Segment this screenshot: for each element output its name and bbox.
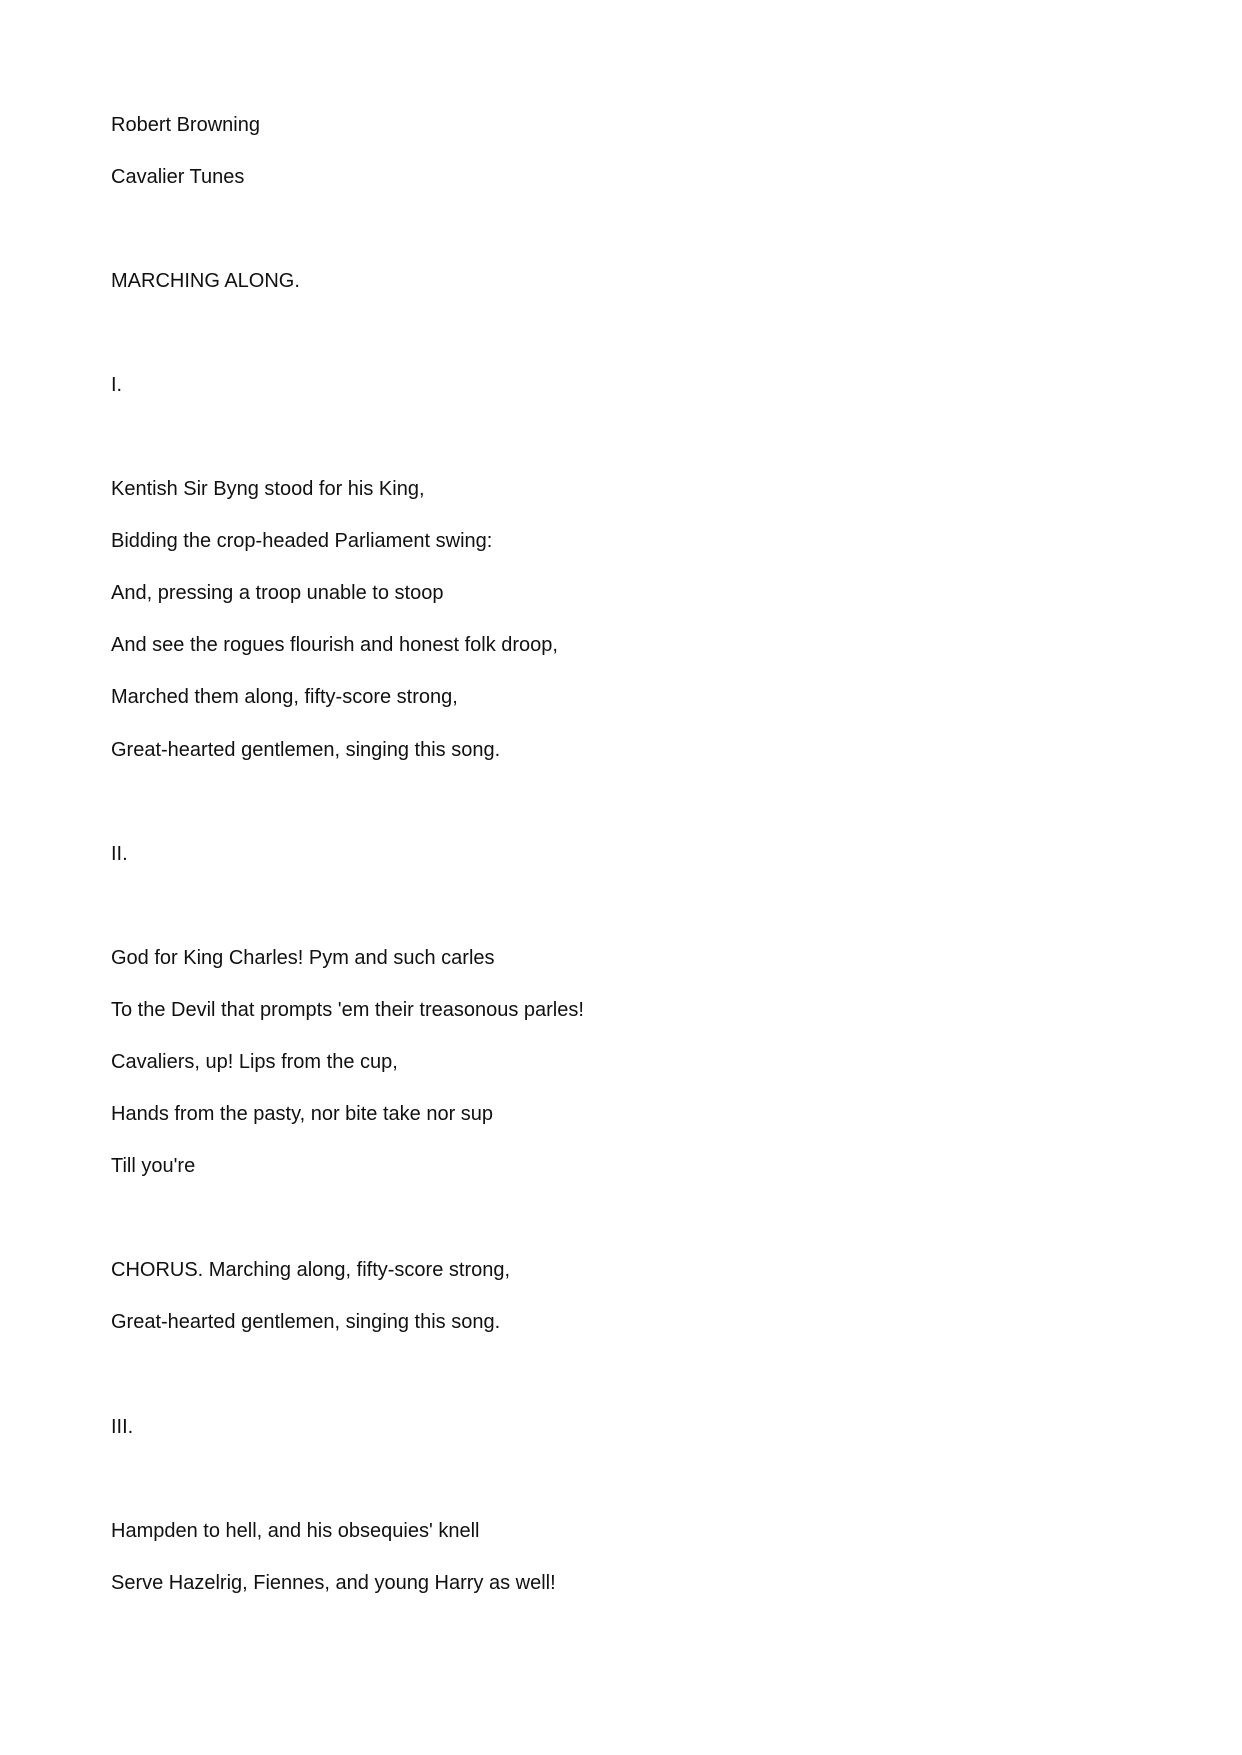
chorus-line: CHORUS. Marching along, fifty-score strong, bbox=[111, 1259, 511, 1281]
stanza-numeral: I. bbox=[111, 374, 123, 396]
verse-line: And, pressing a troop unable to stoop bbox=[111, 582, 444, 604]
poem-title: MARCHING ALONG. bbox=[111, 270, 300, 292]
verse-line: Hands from the pasty, nor bite take nor sup bbox=[111, 1103, 494, 1125]
stanza-numeral: III. bbox=[111, 1416, 134, 1438]
author-line: Robert Browning bbox=[111, 114, 260, 136]
verse-line: Cavaliers, up! Lips from the cup, bbox=[111, 1051, 398, 1073]
collection-title: Cavalier Tunes bbox=[111, 166, 245, 188]
verse-line: Serve Hazelrig, Fiennes, and young Harry as well! bbox=[111, 1572, 556, 1594]
verse-line: Marched them along, fifty-score strong, bbox=[111, 686, 458, 708]
verse-line: And see the rogues flourish and honest folk droop, bbox=[111, 634, 558, 656]
verse-line: Bidding the crop-headed Parliament swing: bbox=[111, 530, 493, 552]
verse-line: Till you're bbox=[111, 1155, 196, 1177]
verse-line: Hampden to hell, and his obsequies' knell bbox=[111, 1520, 480, 1542]
stanza-numeral: II. bbox=[111, 843, 128, 865]
verse-line: Kentish Sir Byng stood for his King, bbox=[111, 478, 425, 500]
verse-line: To the Devil that prompts 'em their treasonous parles! bbox=[111, 999, 584, 1021]
verse-line: Great-hearted gentlemen, singing this song. bbox=[111, 739, 501, 761]
verse-line: God for King Charles! Pym and such carles bbox=[111, 947, 495, 969]
chorus-line: Great-hearted gentlemen, singing this song. bbox=[111, 1311, 501, 1333]
